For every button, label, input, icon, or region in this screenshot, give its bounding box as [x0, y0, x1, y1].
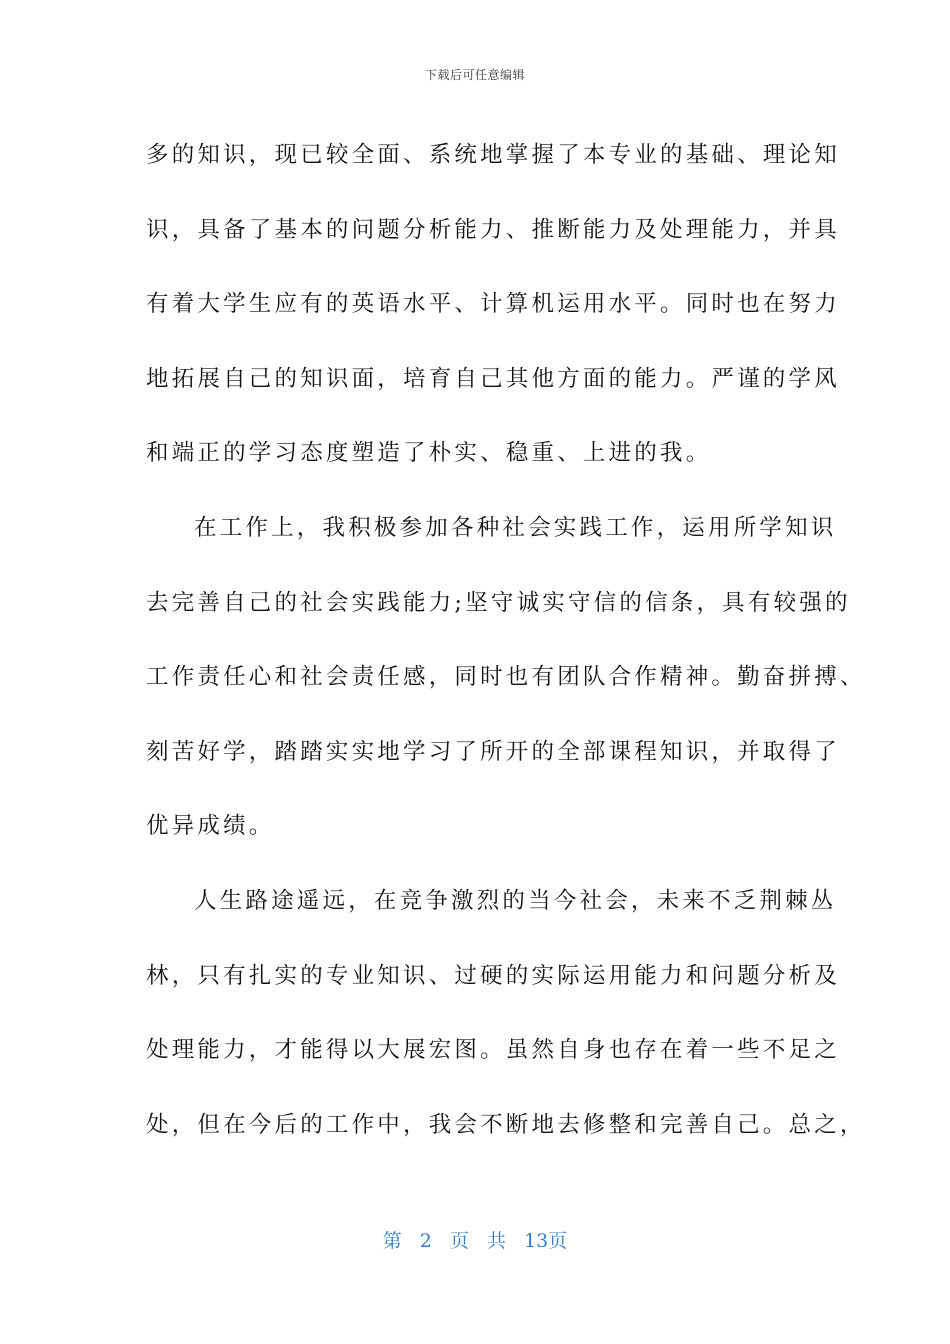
text-line: 有着大学生应有的英语水平、计算机运用水平。同时也在努力	[146, 291, 840, 318]
text-line: 和端正的学习态度塑造了朴实、稳重、上进的我。	[146, 440, 712, 467]
paragraph	[146, 864, 866, 1162]
footer-current-page: 2	[419, 1230, 432, 1252]
text-line: 林，只有扎实的专业知识、过硬的实际运用能力和问题分析及	[146, 962, 840, 989]
footer-label-di: 第	[382, 1230, 402, 1252]
text-line: 处理能力，才能得以大展宏图。虽然自身也存在着一些不足之	[146, 1037, 840, 1064]
page-header: 下载后可任意编辑	[424, 68, 525, 82]
document-body	[146, 118, 866, 1162]
text-line: 处，但在今后的工作中，我会不断地去修整和完善自己。总之，	[146, 1111, 866, 1138]
text-line: 在工作上，我积极参加各种社会实践工作，运用所学知识	[194, 514, 837, 541]
text-line: 去完善自己的社会实践能力;坚守诚实守信的信条，具有较强的	[146, 589, 851, 616]
text-line: 人生路途遥远，在竞争激烈的当今社会，未来不乏荆棘丛	[194, 887, 837, 914]
paragraph	[146, 118, 840, 491]
text-line: 工作责任心和社会责任感，同时也有团队合作精神。勤奋拼搏、	[146, 664, 866, 691]
footer-label-gong: 共	[487, 1230, 507, 1252]
page-footer	[0, 1226, 950, 1253]
text-line: 多的知识，现已较全面、系统地掌握了本专业的基础、理论知	[146, 142, 840, 168]
text-line: 地拓展自己的知识面，培育自己其他方面的能力。严谨的学风	[146, 365, 840, 392]
text-line: 刻苦好学，踏踏实实地学习了所开的全部课程知识，并取得了	[146, 738, 840, 765]
footer-total-pages: 13页	[524, 1230, 568, 1252]
footer-label-ye: 页	[449, 1230, 469, 1252]
text-line: 识，具备了基本的问题分析能力、推断能力及处理能力，并具	[146, 216, 840, 243]
text-line: 优异成绩。	[146, 813, 275, 840]
paragraph	[146, 491, 866, 864]
